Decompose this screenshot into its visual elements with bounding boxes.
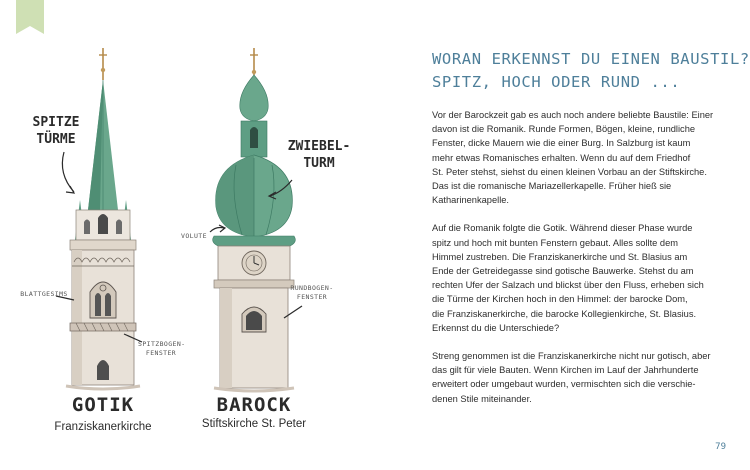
text-line: die Türme der Kirchen hoch in den Himmel: der barocke Dom, [432, 294, 688, 305]
text-line: rechten Ufer der Salzach und blickst über den Fluss, erheben sich [432, 280, 704, 291]
callout-line: TÜRME [36, 132, 76, 147]
text-line: Ende der Getreidegasse sind gotische Bauwerke. Stehst du am [432, 266, 694, 277]
text-line: Vor der Barockzeit gab es auch noch andere beliebte Baustile: Einer [432, 110, 714, 120]
body-text [432, 108, 724, 420]
text-line: denen Stile miteinander. [432, 393, 532, 404]
text-line: mehr etwas Romanisches erhalten. Wenn du auf dem Friedhof [432, 152, 691, 163]
rundbogen-callout [288, 284, 336, 302]
callout-line: TURM [303, 156, 335, 171]
spitzbogen-callout [138, 340, 184, 358]
callout-line: ZWIEBEL- [287, 139, 351, 154]
text-line: die Franziskanerkirche, die barocke Kollegienkirche, St. Blasius. [432, 308, 697, 319]
text-line: Auf die Romanik folgte die Gotik. Während dieser Phase wurde [432, 223, 693, 234]
text-line: spitz und hoch mit bunten Fenstern gebaut. Alles sollte dem [432, 237, 678, 248]
section-heading [432, 48, 750, 94]
text-line: Fenster, dicke Mauern wie die einer Burg. In Salzburg ist kaum [432, 138, 691, 149]
heading-line: WORAN ERKENNST DU EINEN BAUSTIL? [432, 50, 750, 68]
baroque-style-title: BAROCK [216, 394, 292, 416]
paragraph-romanik [432, 108, 724, 207]
text-line: davon ist die Romanik. Runde Formen, Bögen, kleine, rundliche [432, 124, 696, 135]
callout-line: FENSTER [145, 349, 177, 357]
baroque-church-name: Stiftskirche St. Peter [201, 418, 307, 430]
callout-line: SPITZE [32, 115, 80, 130]
page-number: 79 [715, 442, 726, 452]
callout-line: FENSTER [296, 293, 328, 301]
gothic-church-name: Franziskanerkirche [54, 421, 152, 433]
text-line: St. Peter stehst, siehst du einen kleinen Vorbau an der Stiftskirche. [432, 166, 707, 177]
volute-callout: VOLUTE [181, 232, 207, 240]
paragraph-mixed-styles [432, 349, 724, 406]
gothic-tower [66, 48, 140, 389]
gothic-style-title: GOTIK [71, 394, 135, 416]
callout-line: RUNDBOGEN- [290, 284, 334, 292]
text-line: Himmel zustreben. Die Franziskanerkirche und St. Blasius am [432, 251, 688, 262]
paragraph-gotik [432, 221, 724, 335]
heading-line: SPITZ, HOCH ODER RUND ... [432, 73, 681, 91]
gothic-spire-callout [24, 114, 88, 148]
baroque-onion-callout [286, 138, 352, 172]
text-line: Streng genommen ist die Franziskanerkirche nicht nur gotisch, aber [432, 351, 711, 362]
callout-line: SPITZBOGEN- [138, 340, 186, 348]
blattgesims-callout: BLATTGESIMS [20, 290, 68, 298]
text-line: das gilt für viele Bauten. Wenn Kirchen im Lauf der Jahrhunderte [432, 365, 699, 376]
text-line: Das ist die romanische Mariazellerkapelle. Früher hieß sie [432, 181, 672, 192]
text-line: erweitert oder umgebaut wurden, vermischten sich die verschie- [432, 379, 696, 390]
text-line: Erkennst du die Unterschiede? [432, 322, 560, 333]
baroque-tower [213, 48, 296, 391]
text-line: Katharinenkapelle. [432, 195, 510, 206]
